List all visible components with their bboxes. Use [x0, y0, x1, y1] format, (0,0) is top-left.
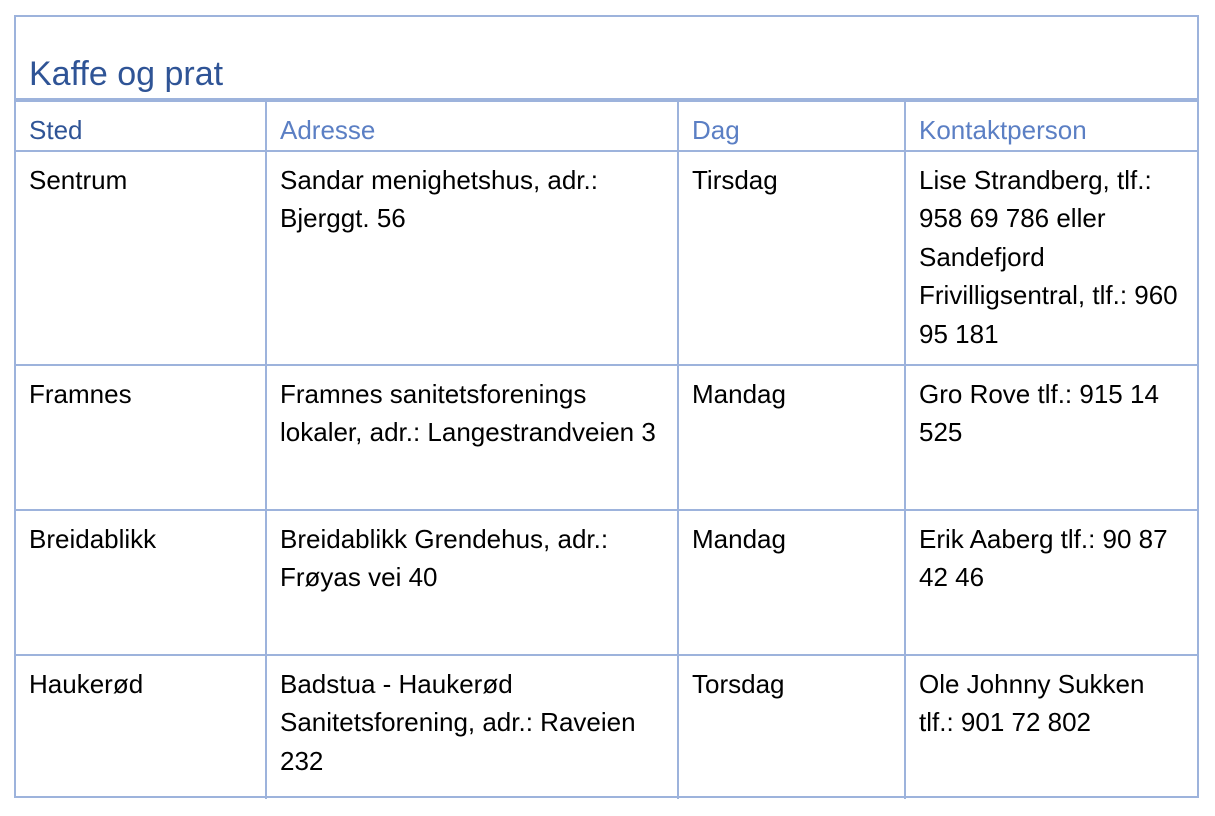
cell-day: Torsdag: [678, 655, 905, 799]
document-title: Kaffe og prat: [29, 55, 224, 93]
cell-address: Framnes sanitetsforenings lokaler, adr.: Langestrandveien 3: [266, 365, 678, 510]
header-address: Adresse: [266, 102, 678, 151]
header-day: Dag: [678, 102, 905, 151]
cell-contact: Ole Johnny Sukken tlf.: 901 72 802: [905, 655, 1197, 799]
table-row: [16, 510, 1197, 655]
table-row: [16, 655, 1197, 799]
cell-place: Framnes: [16, 365, 266, 510]
schedule-table: [16, 102, 1197, 799]
table-header-row: [16, 102, 1197, 151]
cell-day: Mandag: [678, 510, 905, 655]
cell-contact: Lise Strandberg, tlf.: 958 69 786 eller Sandefjord Frivilligsentral, tlf.: 960 95 181: [905, 151, 1197, 365]
table-row: [16, 151, 1197, 365]
cell-contact: Gro Rove tlf.: 915 14 525: [905, 365, 1197, 510]
cell-place: Breidablikk: [16, 510, 266, 655]
cell-address: Badstua - Haukerød Sanitetsforening, adr.: Raveien 232: [266, 655, 678, 799]
title-row: [16, 17, 1197, 102]
table-row: [16, 365, 1197, 510]
header-contact: Kontaktperson: [905, 102, 1197, 151]
cell-place: Haukerød: [16, 655, 266, 799]
cell-place: Sentrum: [16, 151, 266, 365]
document-frame: [14, 15, 1199, 798]
cell-day: Tirsdag: [678, 151, 905, 365]
cell-address: Breidablikk Grendehus, adr.: Frøyas vei 40: [266, 510, 678, 655]
cell-day: Mandag: [678, 365, 905, 510]
header-place: Sted: [16, 102, 266, 151]
cell-address: Sandar menighetshus, adr.: Bjerggt. 56: [266, 151, 678, 365]
cell-contact: Erik Aaberg tlf.: 90 87 42 46: [905, 510, 1197, 655]
